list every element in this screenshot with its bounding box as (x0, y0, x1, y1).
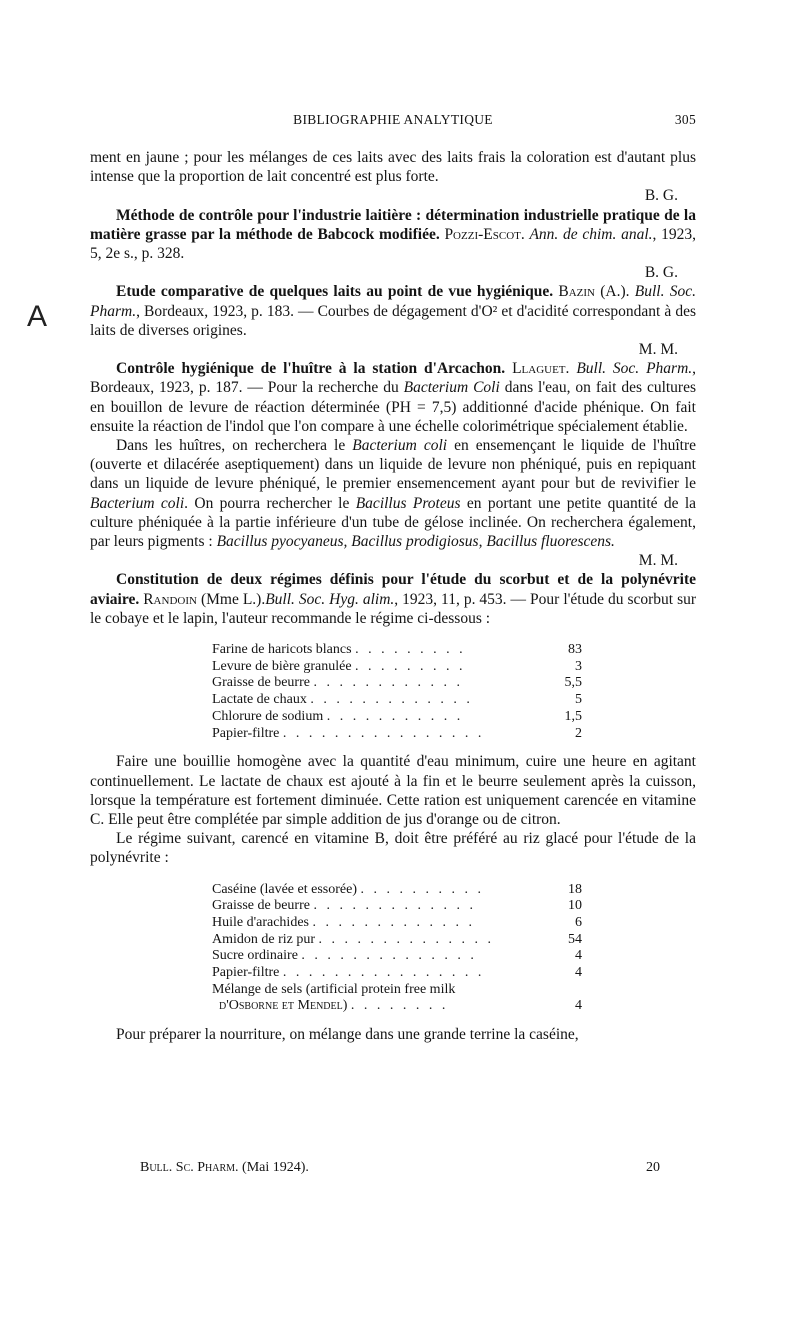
entry-etude: Etude comparative de quelques laits au point de vue hygiénique. Bazin (A.). Bull. Soc. Pharm., Bordeaux, 1923, p. 183. — Courbes de dégagement d'O² et d'acidité correspondant à des laits de diverses origines. (90, 283, 697, 339)
entry-signature: B. G. (644, 264, 678, 282)
entry-title: Méthode de contrôle pour l'industrie laitière : détermination industrielle pratique de la matière grasse par la méthode de Babcock modifiée. (90, 206, 696, 243)
entry-title: Etude comparative de quelques laits au point de vue hygiénique. (116, 283, 554, 301)
entry-author: Randoin (143, 590, 197, 608)
recipe-row: Chlorure de sodium . . . . . . . . . . . 1,5 (212, 708, 582, 724)
recipe-row: Huile d'arachides . . . . . . . . . . . . . 6 (212, 914, 582, 930)
recipe-row: Amidon de riz pur . . . . . . . . . . . . . . 54 (212, 931, 582, 947)
recipe-row: Caséine (lavée et essorée) . . . . . . . . . . 18 (212, 881, 582, 897)
intro-paragraph: ment en jaune ; pour les mélanges de ces laits avec des laits frais la coloration est d'autant plus intense que la proportion de lait concentré est plus forte. (90, 149, 696, 186)
footer-date: (Mai 1924). (242, 1160, 309, 1175)
recipe-table-polynevrite (212, 882, 582, 1016)
entry-controle-paragraph-2: Dans les huîtres, on recherchera le Bacterium coli en ensemençant le liquide de l'huître (ouverte et dilacérée aseptiquement) dans un liquide de levure non phéniqué, puis en repiquant dans un liquide de levure phéniqué, le premier ensemencement ayant pour but de revivifier le Bacterium coli. On pourra rechercher le Bacillus Proteus en portant une petite quantité de la culture phéniquée à la partie inférieure d'un tube de gélose inclinée. On recherchera également, par leurs pigments : Bacillus pyocyaneus, Bacillus prodigiosus, Bacillus fluorescens. (90, 437, 697, 551)
entry-controle: Contrôle hygiénique de l'huître à la station d'Arcachon. Llaguet. Bull. Soc. Pharm., Bordeaux, 1923, p. 187. — Pour la recherche du Bacterium Coli dans l'eau, on fait des cultures en bouillon de levure de réaction déterminée (PH = 7,5) additionné d'acide phénique. On fait ensuite la réaction de l'indol que l'on compare à une échelle colorimétrique spécialement établie. (90, 360, 697, 435)
constitution-paragraph-1: Faire une bouillie homogène avec la quantité d'eau minimum, cuire une heure en agitant continuellement. Le lactate de chaux est ajouté à la fin et le beurre seulement après la cuisson, lorsque la température est fortement diminuée. Cette ration est uniquement carencée en vitamine C. Elle peut être complétée par simple addition de jus d'orange ou de citron. (90, 753, 696, 828)
recipe-row: Levure de bière granulée . . . . . . . . . 3 (212, 658, 582, 674)
entry-author: Llaguet. (512, 360, 570, 378)
constitution-paragraph-2: Le régime suivant, carencé en vitamine B, doit être préféré au riz glacé pour l'étude de la polynévrite : (90, 830, 696, 867)
entry-journal: Bull. Soc. Pharm. (90, 283, 697, 320)
margin-annotation: A (27, 300, 48, 333)
header-title: BIBLIOGRAPHIE ANALYTIQUE (293, 112, 493, 127)
entry-author: Bazin (558, 283, 595, 301)
constitution-paragraph-3: Pour préparer la nourriture, on mélange dans une grande terrine la caséine, (116, 1026, 579, 1044)
intro-signature: B. G. (644, 187, 678, 205)
article-body (90, 148, 696, 1044)
entry-signature: M. M. (638, 552, 678, 570)
page-footer (140, 1160, 660, 1180)
entry-signature: M. M. (638, 341, 678, 359)
entry-journal: Bull. Soc. Pharm. (576, 360, 693, 378)
entry-title: Constitution de deux régimes définis pour l'étude du scorbut et de la polynévrite aviaire. (90, 571, 696, 608)
footer-signature-number: 20 (646, 1160, 660, 1175)
footer-journal: Bull. Sc. Pharm. (140, 1160, 239, 1175)
entry-author: Pozzi-Escot. (444, 225, 525, 243)
entry-journal: Bull. Soc. Hyg. alim. (265, 590, 395, 608)
recipe-table-scorbut (212, 642, 582, 742)
entry-journal: Ann. de chim. anal. (529, 225, 653, 243)
recipe-row: Sucre ordinaire . . . . . . . . . . . . . . 4 (212, 948, 582, 964)
page-number: 305 (674, 112, 696, 127)
recipe-row: Graisse de beurre . . . . . . . . . . . . 5,5 (212, 675, 582, 691)
entry-title: Contrôle hygiénique de l'huître à la station d'Arcachon. (116, 360, 506, 378)
running-header (90, 112, 696, 132)
recipe-row: Lactate de chaux . . . . . . . . . . . . . 5 (212, 692, 582, 708)
recipe-row: Farine de haricots blancs . . . . . . . . . 83 (212, 642, 582, 658)
recipe-row: Papier-filtre . . . . . . . . . . . . . . . . 2 (212, 725, 582, 741)
recipe-row: Mélange de sels (artificial protein free milk d'Osborne et Mendel) . . . . . . . . 4 (212, 981, 582, 1014)
recipe-row: Papier-filtre . . . . . . . . . . . . . . . . 4 (212, 965, 582, 981)
recipe-row: Graisse de beurre . . . . . . . . . . . . . 10 (212, 898, 582, 914)
entry-constitution: Constitution de deux régimes définis pour l'étude du scorbut et de la polynévrite aviaire. Randoin (Mme L.).Bull. Soc. Hyg. alim., 1923, 11, p. 453. — Pour l'étude du scorbut sur le cobaye et le lapin, l'auteur recommande le régime ci-dessous : (90, 571, 697, 627)
entry-methode: Méthode de contrôle pour l'industrie laitière : détermination industrielle pratique de la matière grasse par la méthode de Babcock modifiée. Pozzi-Escot. Ann. de chim. anal., 1923, 5, 2e s., p. 328. (90, 206, 696, 263)
